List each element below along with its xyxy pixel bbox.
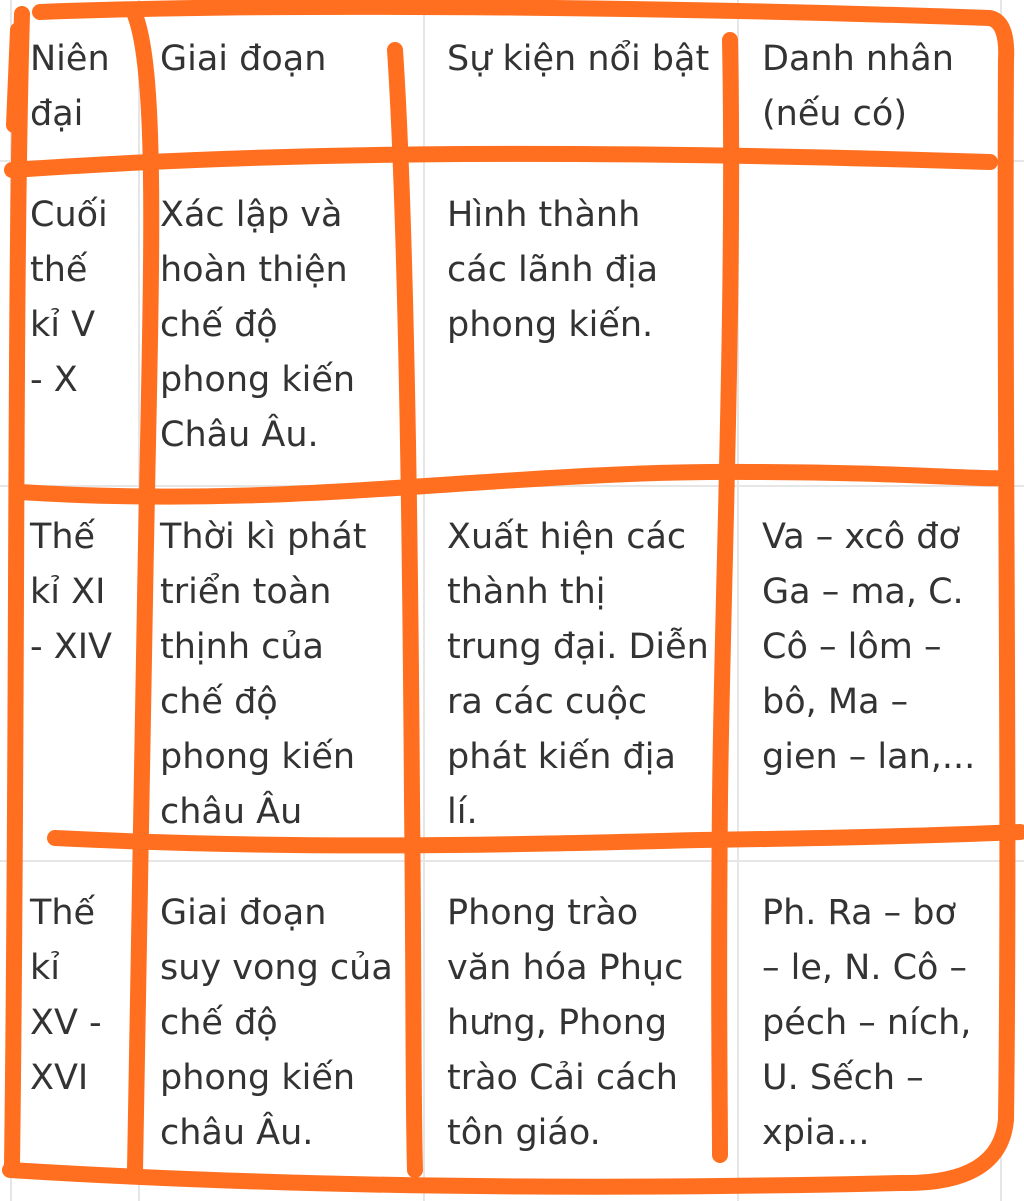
grid-row-3 xyxy=(0,860,1024,862)
row3-su-kien: Phong trào văn hóa Phục hưng, Phong trào Cải cách tôn giáo. xyxy=(447,893,684,1153)
row1-giai-doan: Xác lập và hoàn thiện chế độ phong kiến Châu Âu. xyxy=(160,195,356,455)
header-giai-doan: Giai đoạn xyxy=(160,39,327,79)
grid-col-3 xyxy=(737,0,739,1201)
grid-col-0 xyxy=(10,0,12,1201)
header-danh-nhan: Danh nhân (nếu có) xyxy=(762,39,954,134)
row1-su-kien: Hình thành các lãnh địa phong kiến. xyxy=(447,195,659,345)
row2-giai-doan: Thời kì phát triển toàn thịnh của chế độ phong kiến châu Âu xyxy=(160,517,367,832)
row2-su-kien: Xuất hiện các thành thị trung đại. Diễn ra các cuộc phát kiến địa lí. xyxy=(447,517,709,832)
row3-danh-nhan: Ph. Ra – bơ – le, N. Cô – péch – ních, U. Sếch – xpia... xyxy=(762,893,972,1153)
grid-col-2 xyxy=(423,0,425,1201)
header-su-kien: Sự kiện nổi bật xyxy=(447,39,710,79)
row1-nien-dai: Cuối thế kỉ V - X xyxy=(30,195,108,400)
grid-col-1 xyxy=(138,0,140,1201)
row2-nien-dai: Thế kỉ XI - XIV xyxy=(30,517,112,667)
row3-giai-doan: Giai đoạn suy vong của chế độ phong kiến châu Âu. xyxy=(160,893,393,1153)
row2-danh-nhan: Va – xcô đơ Ga – ma, C. Cô – lôm – bô, Ma – gien – lan,... xyxy=(762,517,976,777)
grid-row-1 xyxy=(0,160,1024,162)
header-nien-dai: Niên đại xyxy=(30,39,110,134)
grid-row-2 xyxy=(0,485,1024,487)
row3-nien-dai: Thế kỉ XV - XVI xyxy=(30,893,102,1098)
